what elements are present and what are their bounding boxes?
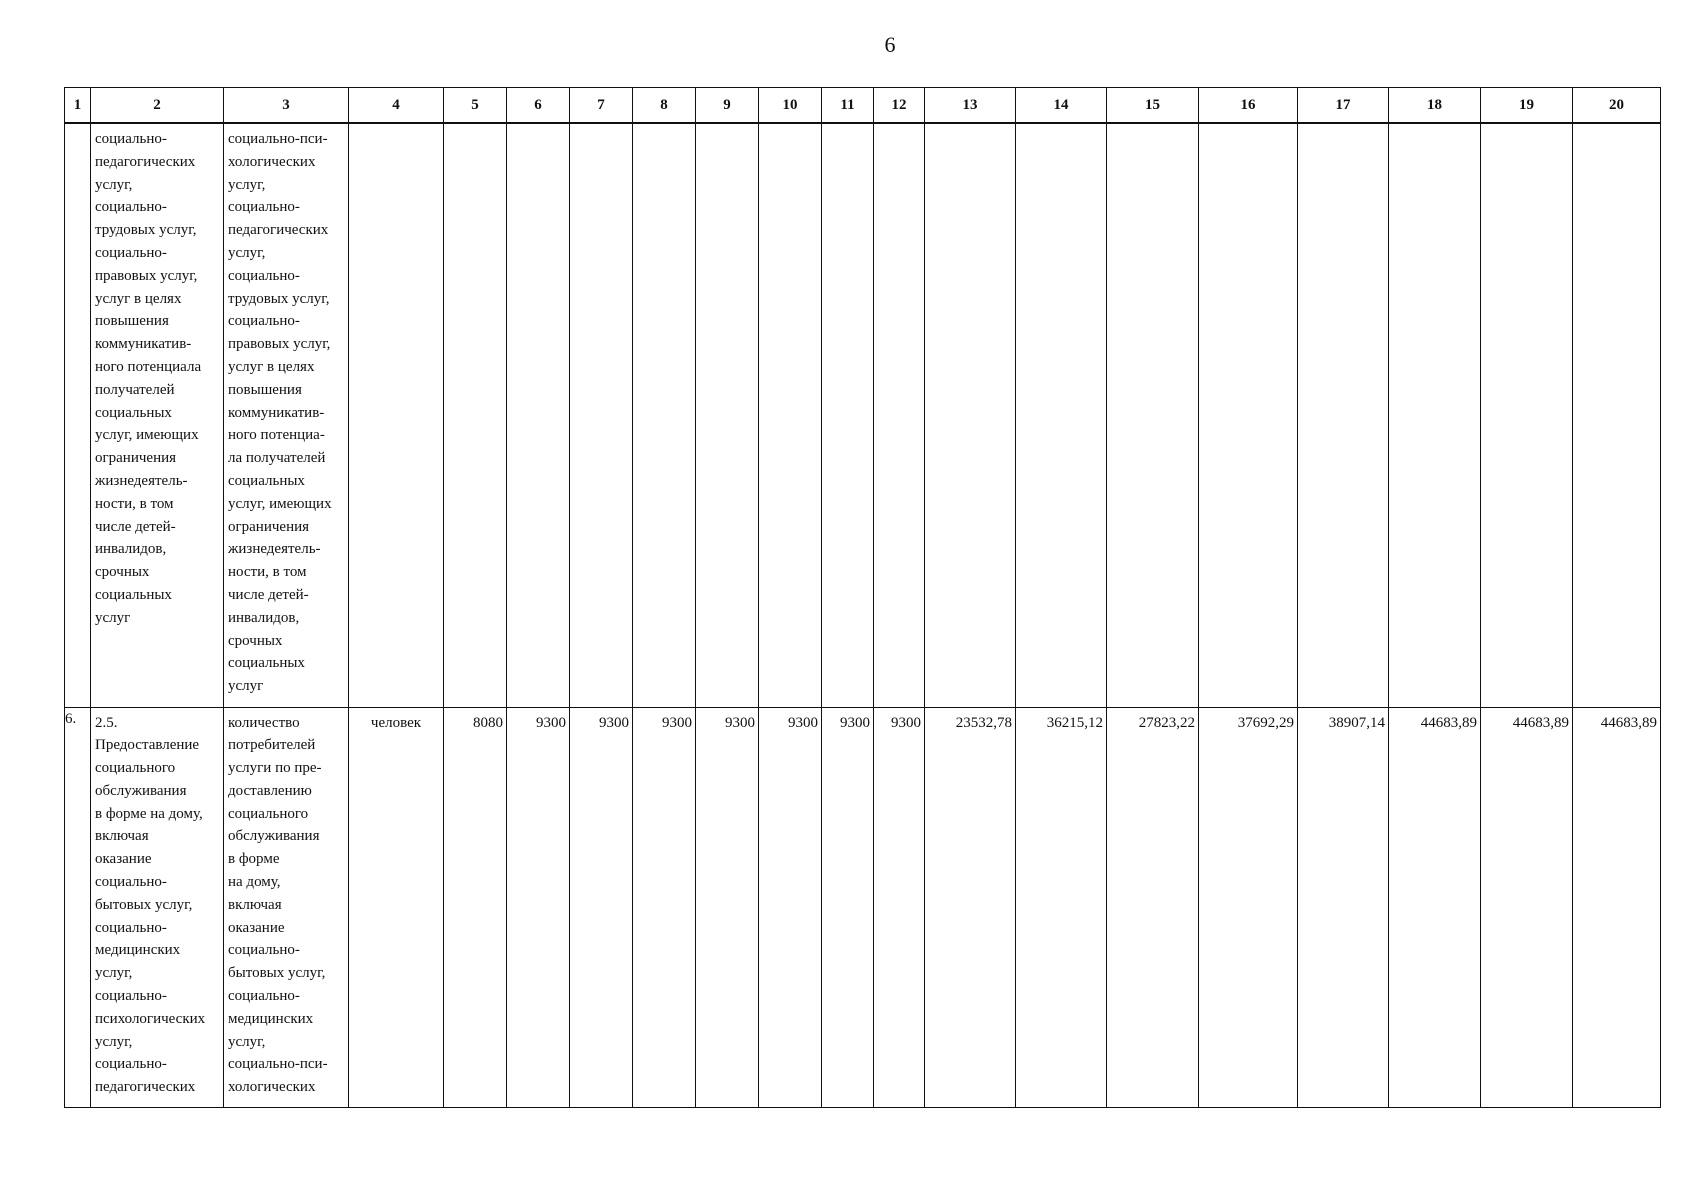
value-cell: 44683,89 <box>1420 714 1477 731</box>
column-header: 17 <box>1298 88 1389 124</box>
column-header: 9 <box>696 88 759 124</box>
unit-cell: человек <box>370 714 422 731</box>
value-cell <box>444 124 506 128</box>
indicator-name: количество потребителей услуги по пре- доставлению социального обслуживания в форме на дому, включая оказание социально- бытовых услуг, социально- медицинских услуг, социально-пси- хологических <box>228 714 328 1096</box>
value-cell <box>1389 124 1480 128</box>
column-header: 12 <box>874 88 925 124</box>
column-header: 2 <box>91 88 224 124</box>
value-cell <box>925 124 1015 128</box>
value-cell: 9300 <box>725 714 755 731</box>
column-header: 20 <box>1573 88 1661 124</box>
value-cell <box>1298 124 1388 128</box>
value-cell <box>633 124 695 128</box>
column-header: 19 <box>1481 88 1573 124</box>
value-cell <box>874 124 924 128</box>
value-cell: 23532,78 <box>955 714 1012 731</box>
value-cell <box>1016 124 1106 128</box>
column-number-header-row <box>65 88 1661 124</box>
value-cell: 44683,89 <box>1600 714 1657 731</box>
column-header: 8 <box>633 88 696 124</box>
value-cell <box>759 124 821 128</box>
value-cell <box>570 124 632 128</box>
table-row <box>65 707 1661 1107</box>
data-table <box>64 87 1661 1108</box>
column-header: 6 <box>507 88 570 124</box>
value-cell: 8080 <box>473 714 503 731</box>
page-number: 6 <box>884 32 896 57</box>
column-header: 4 <box>349 88 444 124</box>
value-cell <box>507 124 569 128</box>
service-name: социально- педагогических услуг, социально- трудовых услуг, социально- правовых услуг, услуг в целях повышения коммуникатив- ного потенциала получателей социальных услуг, имеющих ограничения жизнедеятель- ности, в том числе детей- инвалидов, срочных социальных услуг <box>95 131 202 626</box>
column-header: 18 <box>1389 88 1481 124</box>
value-cell: 27823,22 <box>1138 714 1195 731</box>
value-cell <box>822 124 873 128</box>
value-cell <box>1481 124 1572 128</box>
row-index <box>65 123 91 707</box>
value-cell <box>1107 124 1198 128</box>
value-cell: 9300 <box>891 714 921 731</box>
column-header: 10 <box>759 88 822 124</box>
value-cell <box>696 124 758 128</box>
indicator-name: социально-пси- хологических услуг, социально- педагогических услуг, социально- трудовых услуг, социально- правовых услуг, услуг в целях повышения коммуникатив- ного потенциа- ла получателей социальных услуг, имеющих ограничения жизнедеятель- ности, в том числе детей- инвалидов, срочных социальных услуг <box>228 131 332 695</box>
row-index: 6. <box>65 707 91 1107</box>
value-cell: 38907,14 <box>1328 714 1385 731</box>
table-row <box>65 123 1661 707</box>
value-cell: 9300 <box>662 714 692 731</box>
column-header: 13 <box>925 88 1016 124</box>
column-header: 3 <box>224 88 349 124</box>
value-cell: 36215,12 <box>1046 714 1103 731</box>
column-header: 5 <box>444 88 507 124</box>
column-header: 14 <box>1016 88 1107 124</box>
column-header: 15 <box>1107 88 1199 124</box>
column-header: 1 <box>65 88 91 124</box>
value-cell: 9300 <box>788 714 818 731</box>
column-header: 16 <box>1199 88 1298 124</box>
value-cell: 37692,29 <box>1237 714 1294 731</box>
value-cell <box>1199 124 1297 128</box>
column-header: 11 <box>822 88 874 124</box>
value-cell: 9300 <box>840 714 870 731</box>
service-name: 2.5. Предоставление социального обслуживания в форме на дому, включая оказание социально- бытовых услуг, социально- медицинских услуг, социально- психологических услуг, социально- педагогических <box>95 714 206 1096</box>
unit-cell <box>349 124 443 128</box>
column-header: 7 <box>570 88 633 124</box>
value-cell: 9300 <box>536 714 566 731</box>
value-cell: 44683,89 <box>1512 714 1569 731</box>
value-cell <box>1573 124 1660 128</box>
value-cell: 9300 <box>599 714 629 731</box>
